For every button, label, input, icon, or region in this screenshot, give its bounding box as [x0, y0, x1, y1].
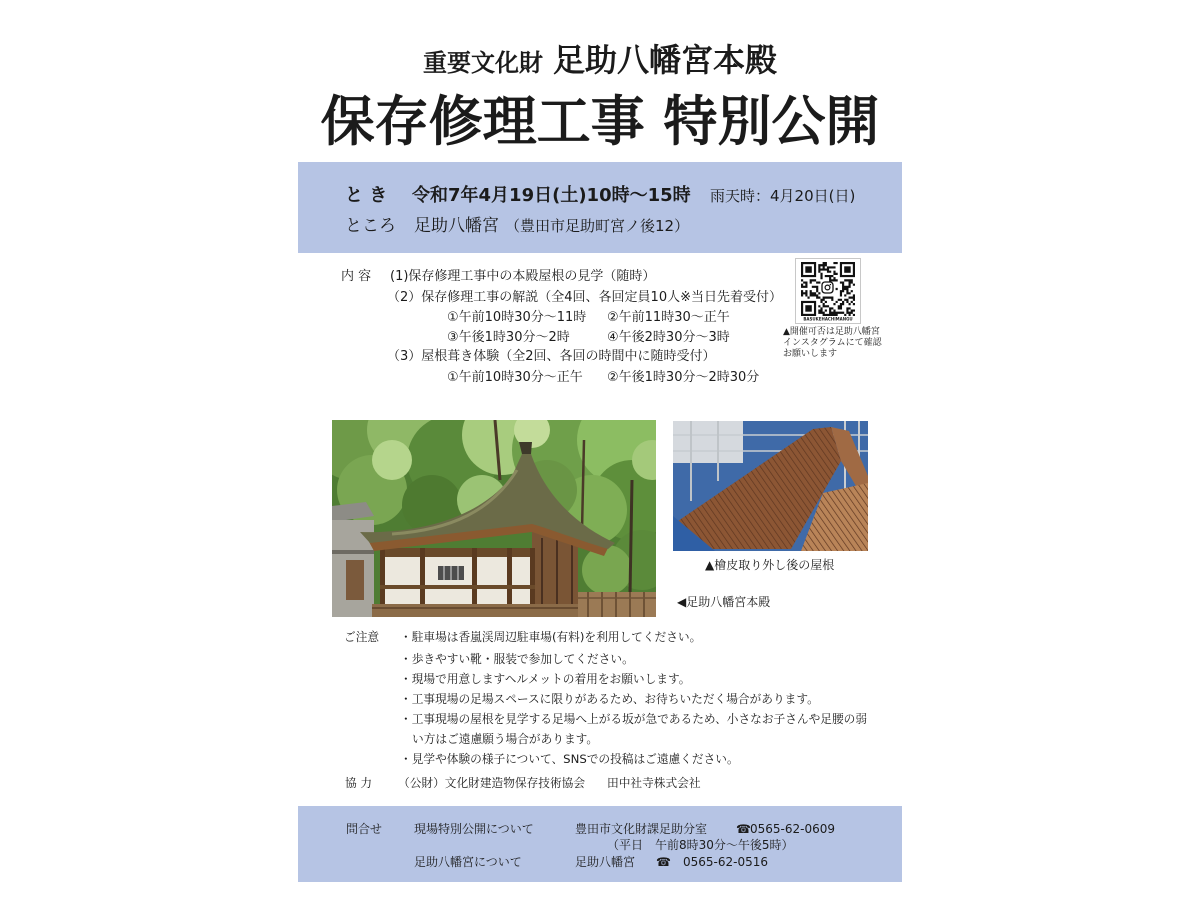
contact-topic: 足助八幡宮について — [414, 855, 522, 869]
contact-label: 問合せ — [346, 822, 383, 836]
schedule-band — [298, 162, 902, 253]
talk-session: ④午後2時30分～3時 — [607, 330, 730, 345]
title-line — [0, 41, 1200, 79]
notes-label: ご注意 — [344, 630, 380, 644]
contact-phone: 0565-62-0609 — [750, 822, 836, 836]
roof-photo-caption: ▲檜皮取り外し後の屋根 — [705, 558, 835, 572]
where-label: ところ — [345, 216, 396, 236]
talk-session: ①午前10時30分～11時 — [447, 310, 587, 325]
instagram-note-line: お願いします — [783, 349, 838, 359]
contact-org: 豊田市文化財課足助分室 — [575, 822, 708, 836]
where-address: （豊田市足助町宮ノ後12） — [505, 217, 690, 235]
workshop-session: ①午前10時30分～正午 — [447, 370, 583, 385]
note-line: ・現場で用意しますヘルメットの着用をお願いします。 — [400, 672, 691, 686]
qr-finder — [844, 266, 850, 272]
qr-finder — [805, 266, 811, 272]
contact-phone: 0565-62-0516 — [683, 855, 769, 869]
talk-session: ②午前11時30～正午 — [607, 310, 730, 325]
note-line: ・工事現場の足場スペースに限りがあるため、お待ちいただく場合があります。 — [400, 692, 819, 706]
note-line: い方はご遠慮願う場合があります。 — [412, 732, 599, 746]
wooden-fence — [578, 592, 656, 617]
shrine-window — [438, 566, 464, 580]
note-line: ・工事現場の屋根を見学する足場へ上がる坂が急であるため、小さなお子さんや足腰の弱 — [400, 712, 868, 726]
talk-session: ③午後1時30分～2時 — [447, 330, 570, 345]
title-prefix: 重要文化財 — [422, 49, 543, 77]
headline: 保存修理工事 特別公開 — [320, 90, 880, 153]
phone-icon: ☎ — [656, 855, 671, 869]
hall-photo-caption: ◀足助八幡宮本殿 — [677, 595, 771, 609]
when-label: と き — [345, 185, 388, 206]
qr-finder — [805, 305, 811, 311]
instagram-icon — [822, 282, 833, 293]
program-label: 内 容 — [341, 269, 372, 284]
cooperation-org: 田中社寺株式会社 — [607, 776, 701, 790]
note-line: ・見学や体験の様子について、SNSでの投稿はご遠慮ください。 — [400, 752, 739, 766]
program-talk: （2）保存修理工事の解説（全4回、各回定員10人※当日先着受付） — [387, 290, 782, 305]
instagram-qr-code — [795, 258, 861, 324]
program-workshop: （3）屋根葺き体験（全2回、各回の時間中に随時受付） — [387, 349, 716, 364]
title-main: 足助八幡宮本殿 — [552, 41, 777, 79]
instagram-note-line: ▲開催可否は足助八幡宮 — [783, 327, 880, 337]
when-value: 令和7年4月19日(土)10時～15時 — [412, 185, 691, 206]
roof-repair-photo — [673, 421, 868, 551]
contact-band — [298, 806, 902, 882]
instagram-note-line: インスタグラムにて確認 — [783, 338, 882, 348]
workshop-session: ②午後1時30分～2時30分 — [607, 370, 760, 385]
cooperation-label: 協 力 — [345, 776, 373, 790]
note-line: ・駐車場は香嵐渓周辺駐車場(有料)を利用してください。 — [400, 630, 702, 644]
qr-label: BASUKEHACHIMANGU — [803, 316, 853, 322]
contact-hours: （平日 午前8時30分～午後5時） — [607, 838, 794, 852]
shrine-main-hall-photo — [332, 420, 656, 617]
program-tour: (1)保存修理工事中の本殿屋根の見学（随時） — [390, 269, 656, 284]
phone-icon: ☎ — [736, 822, 751, 836]
shrine-base — [372, 604, 587, 617]
where-value: 足助八幡宮 — [414, 216, 499, 236]
cooperation-org: （公財）文化財建造物保存技術協会 — [398, 776, 586, 790]
note-line: ・歩きやすい靴・服装で参加してください。 — [400, 652, 634, 666]
rain-date: 雨天時：4月20日(日) — [710, 187, 856, 205]
contact-topic: 現場特別公開について — [414, 822, 534, 836]
contact-org: 足助八幡宮 — [575, 855, 636, 869]
